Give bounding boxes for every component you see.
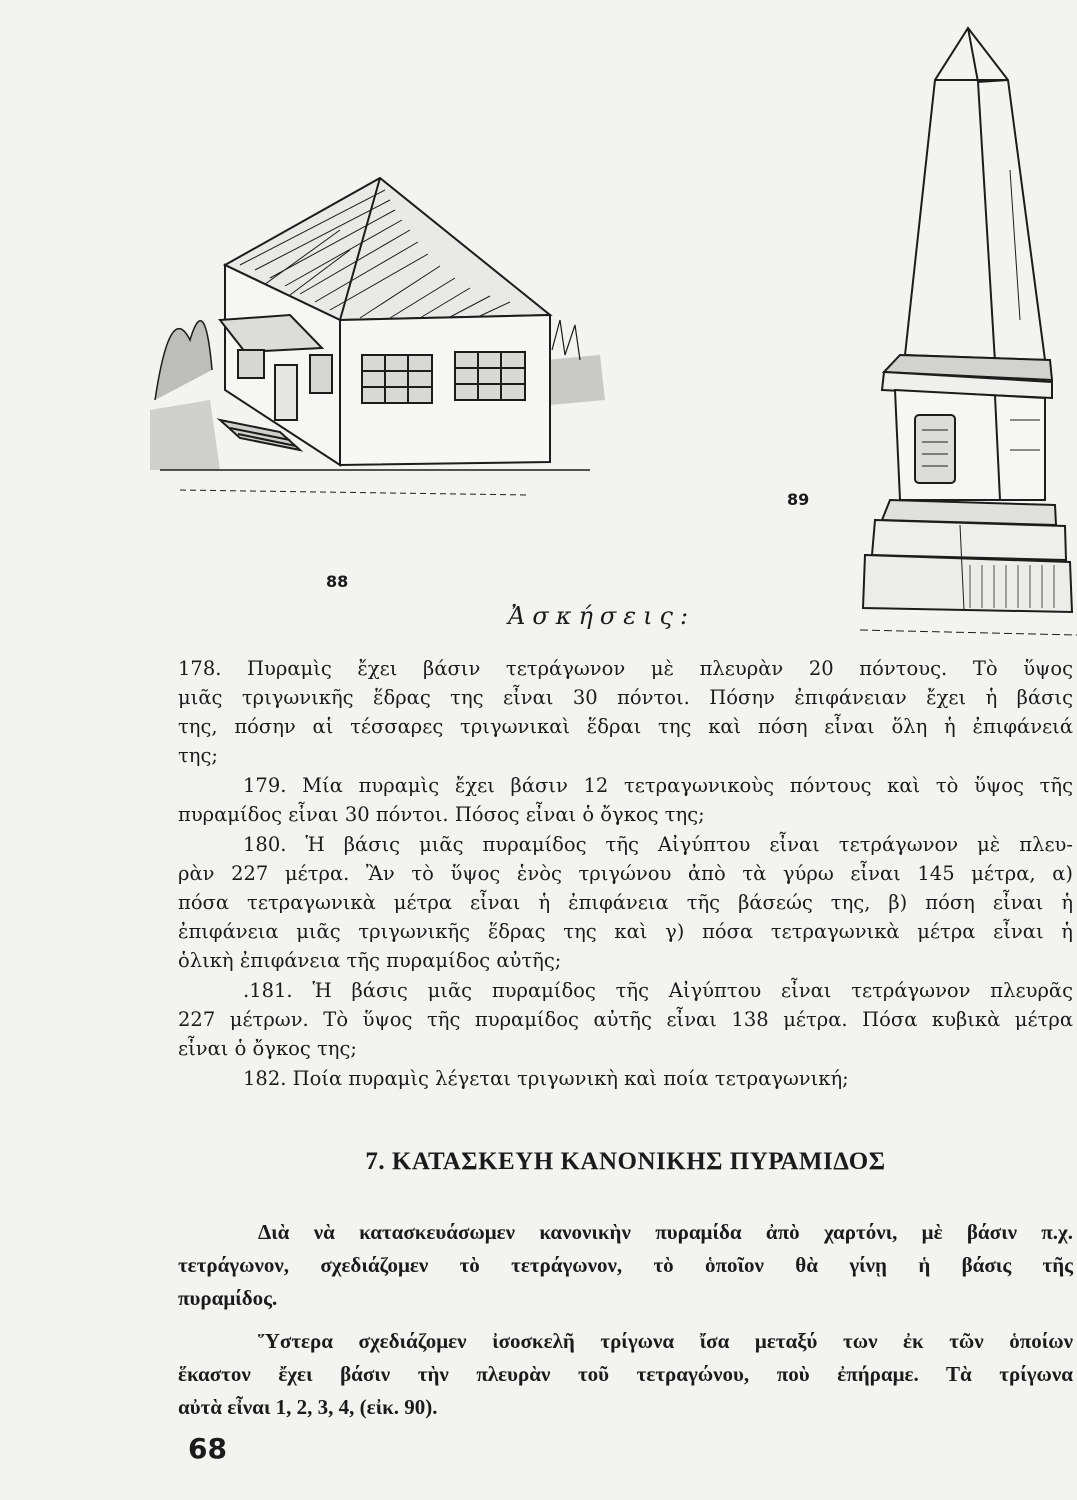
text-line: Ὕστερα σχεδιάζομεν ἰσοσκελῆ τρίγωνα ἴσα μεταξύ των ἐκ τῶν ὁποίων (258, 1329, 1073, 1353)
text-line: πυραμίδος. (178, 1286, 278, 1310)
exercises-heading: Ἀσκήσεις: (508, 602, 696, 630)
text-line: μιᾶς τριγωνικῆς ἕδρας της εἶναι 30 πόντοι. Πόσην ἐπιφάνειαν ἔχει ἡ βάσις (178, 686, 1073, 709)
figure-88-caption: 88 (326, 572, 349, 591)
text-line: 180. Ἡ βάσις μιᾶς πυραμίδος τῆς Αἰγύπτου εἶναι τετράγωνον μὲ πλευ- (243, 833, 1073, 856)
text-line: της; (178, 744, 218, 767)
text-line: ἐπιφάνεια μιᾶς τριγωνικῆς ἕδρας της καὶ γ) πόσα τετραγωνικὰ μέτρα εἶναι ἡ (178, 920, 1073, 943)
text-line: τετράγωνον, σχεδιάζομεν τὸ τετράγωνον, τὸ ὁποῖον θὰ γίνῃ ἡ βάσις τῆς (178, 1253, 1073, 1277)
text-line: εἶναι ὁ ὄγκος της; (178, 1037, 357, 1060)
text-line: πόσα τετραγωνικὰ μέτρα εἶναι ἡ ἐπιφάνεια τῆς βάσεώς της, β) πόση εἶναι ἡ (178, 891, 1073, 914)
text-line: ὁλικὴ ἐπιφάνεια τῆς πυραμίδος αὐτῆς; (178, 949, 562, 972)
figure-89-caption: 89 (787, 490, 810, 509)
text-line: Διὰ νὰ κατασκευάσωμεν κανονικὴν πυραμίδα ἀπὸ χαρτόνι, μὲ βάσιν π.χ. (258, 1220, 1073, 1244)
text-line: .181. Ἡ βάσις μιᾶς πυραμίδος τῆς Αἰγύπτου εἶναι τετράγωνον πλευρᾶς (243, 979, 1073, 1002)
text-line: ρὰν 227 μέτρα. Ἂν τὸ ὕψος ἑνὸς τριγώνου ἀπὸ τὰ γύρω εἶναι 145 μέτρα, α) (178, 862, 1073, 885)
text-line: ἕκαστον ἔχει βάσιν τὴν πλευρὰν τοῦ τετραγώνου, ποὺ ἐπήραμε. Τὰ τρίγωνα (178, 1362, 1073, 1386)
text-line: 227 μέτρων. Τὸ ὕψος τῆς πυραμίδος αὐτῆς εἶναι 138 μέτρα. Πόσα κυβικὰ μέτρα (178, 1008, 1073, 1031)
text-line: πυραμίδος εἶναι 30 πόντοι. Πόσος εἶναι ὁ ὄγκος της; (178, 803, 705, 826)
section-title: 7. ΚΑΤΑΣΚΕΥΗ ΚΑΝΟΝΙΚΗΣ ΠΥΡΑΜΙΔΟΣ (365, 1148, 886, 1175)
house-illustration (150, 170, 610, 500)
text-line: αὐτὰ εἶναι 1, 2, 3, 4, (εἰκ. 90). (178, 1395, 438, 1419)
text-line: 179. Μία πυραμὶς ἔχει βάσιν 12 τετραγωνικοὺς πόντους καὶ τὸ ὕψος τῆς (243, 774, 1073, 797)
obelisk-illustration (860, 20, 1077, 660)
text-line: της, πόσην αἱ τέσσαρες τριγωνικαὶ ἕδραι της καὶ πόση εἶναι ὅλη ἡ ἐπιφάνειά (178, 715, 1073, 738)
page-number: 68 (188, 1432, 227, 1465)
text-line: 182. Ποία πυραμὶς λέγεται τριγωνικὴ καὶ ποία τετραγωνική; (243, 1067, 849, 1090)
text-line: 178. Πυραμὶς ἔχει βάσιν τετράγωνον μὲ πλευρὰν 20 πόντους. Τὸ ὕψος (178, 657, 1073, 680)
